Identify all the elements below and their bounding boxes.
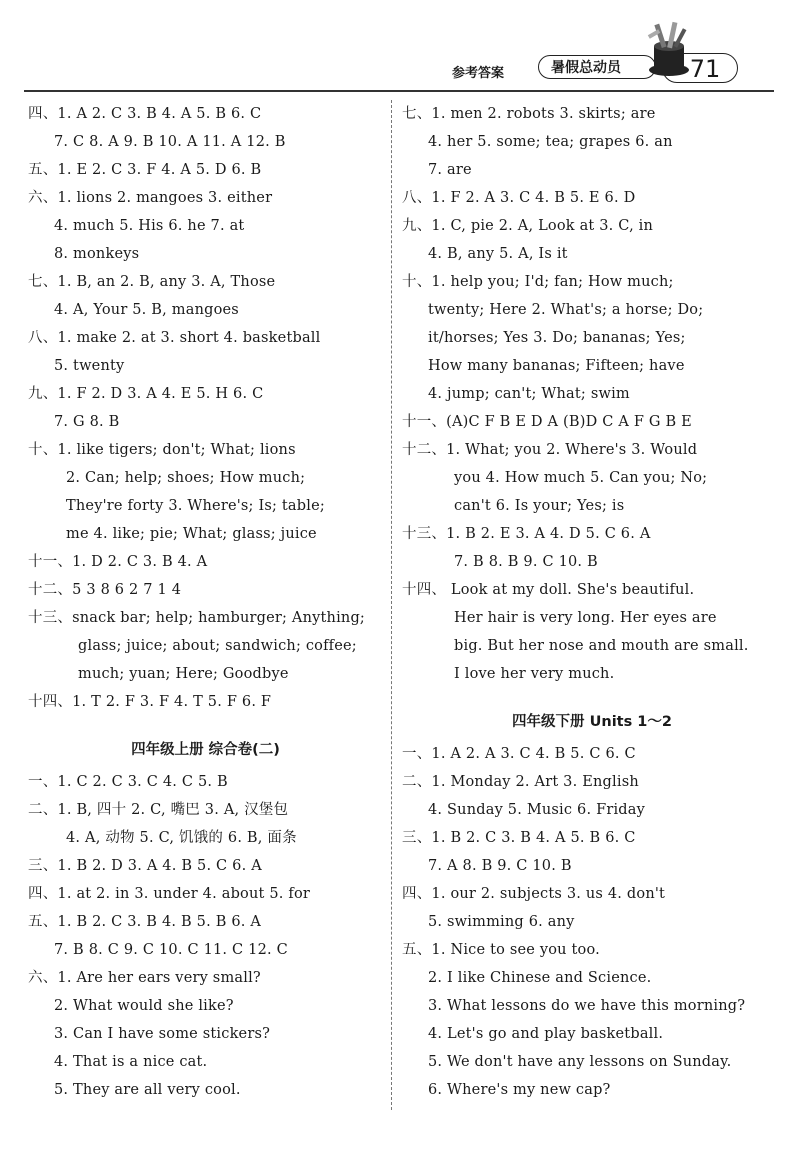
answer-line: 4. That is a nice cat. xyxy=(54,1054,208,1070)
answer-line: 四、1. A 2. C 3. B 4. A 5. B 6. C xyxy=(28,106,262,122)
hat-and-brushes-icon xyxy=(640,20,698,80)
answer-line: 六、1. Are her ears very small? xyxy=(28,970,261,986)
answer-line: 5. swimming 6. any xyxy=(428,914,575,930)
section-title: 四年级下册 Units 1～2 xyxy=(512,714,672,730)
page-header xyxy=(0,0,800,95)
answer-line: 4. much 5. His 6. he 7. at xyxy=(54,218,245,234)
answer-line: They're forty 3. Where's; Is; table; xyxy=(66,498,325,514)
answer-line: twenty; Here 2. What's; a horse; Do; xyxy=(428,302,704,318)
answer-line: 7. C 8. A 9. B 10. A 11. A 12. B xyxy=(54,134,286,150)
answer-line: 九、1. F 2. D 3. A 4. E 5. H 6. C xyxy=(28,386,264,402)
answer-line: me 4. like; pie; What; glass; juice xyxy=(66,526,317,542)
answer-line: 五、1. Nice to see you too. xyxy=(402,942,600,958)
answer-line: 十、1. like tigers; don't; What; lions xyxy=(28,442,296,458)
header-rule xyxy=(24,90,774,92)
left-column xyxy=(28,100,383,1104)
answer-line: 4. jump; can't; What; swim xyxy=(428,386,630,402)
answer-line: 十三、snack bar; help; hamburger; Anything; xyxy=(28,610,366,626)
answer-line: 二、1. Monday 2. Art 3. English xyxy=(402,774,639,790)
answer-line: 十二、1. What; you 2. Where's 3. Would xyxy=(402,442,698,458)
answer-line: much; yuan; Here; Goodbye xyxy=(78,666,289,682)
answer-line: 4. Let's go and play basketball. xyxy=(428,1026,664,1042)
answer-line: 四、1. at 2. in 3. under 4. about 5. for xyxy=(28,886,311,902)
answer-line: How many bananas; Fifteen; have xyxy=(428,358,685,374)
answer-line: I love her very much. xyxy=(454,666,615,682)
answer-line: 九、1. C, pie 2. A, Look at 3. C, in xyxy=(402,218,654,234)
answer-line: 十一、(A)C F B E D A (B)D C A F G B E xyxy=(402,414,692,430)
answer-line: 四、1. our 2. subjects 3. us 4. don't xyxy=(402,886,666,902)
right-column xyxy=(402,100,782,1104)
answer-line: 5. They are all very cool. xyxy=(54,1082,241,1098)
answer-line: 7. are xyxy=(428,162,472,178)
answer-line: 七、1. men 2. robots 3. skirts; are xyxy=(402,106,656,122)
answer-line: 二、1. B, 四十 2. C, 嘴巴 3. A, 汉堡包 xyxy=(28,802,289,818)
header-label: 参考答案 xyxy=(452,66,505,81)
answer-line: 八、1. F 2. A 3. C 4. B 5. E 6. D xyxy=(402,190,636,206)
answer-line: 一、1. C 2. C 3. C 4. C 5. B xyxy=(28,774,228,790)
answer-line: 7. A 8. B 9. C 10. B xyxy=(428,858,572,874)
answer-line: big. But her nose and mouth are small. xyxy=(454,638,749,654)
answer-line: 六、1. lions 2. mangoes 3. either xyxy=(28,190,273,206)
answer-line: 三、1. B 2. D 3. A 4. B 5. C 6. A xyxy=(28,858,262,874)
answer-line: glass; juice; about; sandwich; coffee; xyxy=(78,638,357,654)
answer-line: 4. A, Your 5. B, mangoes xyxy=(54,302,239,318)
answer-line: you 4. How much 5. Can you; No; xyxy=(454,470,708,486)
answer-line: 7. B 8. B 9. C 10. B xyxy=(454,554,598,570)
answer-line: 2. Can; help; shoes; How much; xyxy=(66,470,306,486)
answer-line: Her hair is very long. Her eyes are xyxy=(454,610,717,626)
answer-line: 十、1. help you; I'd; fan; How much; xyxy=(402,274,674,290)
answer-line: it/horses; Yes 3. Do; bananas; Yes; xyxy=(428,330,686,346)
answer-line: 三、1. B 2. C 3. B 4. A 5. B 6. C xyxy=(402,830,636,846)
answer-line: 十三、1. B 2. E 3. A 4. D 5. C 6. A xyxy=(402,526,651,542)
answer-line: 3. Can I have some stickers? xyxy=(54,1026,271,1042)
answer-line: 5. twenty xyxy=(54,358,125,374)
answer-line: 4. her 5. some; tea; grapes 6. an xyxy=(428,134,673,150)
answer-line: can't 6. Is your; Yes; is xyxy=(454,498,625,514)
answer-line: 一、1. A 2. A 3. C 4. B 5. C 6. C xyxy=(402,746,636,762)
answer-line: 4. Sunday 5. Music 6. Friday xyxy=(428,802,646,818)
answer-line: 4. A, 动物 5. C, 饥饿的 6. B, 面条 xyxy=(66,830,297,846)
answer-line: 五、1. E 2. C 3. F 4. A 5. D 6. B xyxy=(28,162,262,178)
column-divider xyxy=(391,100,393,1110)
page-number: 71 xyxy=(662,53,738,83)
header-title: 暑假总动员 xyxy=(538,55,656,79)
section-title: 四年级上册 综合卷(二) xyxy=(131,742,280,758)
answer-line: 7. B 8. C 9. C 10. C 11. C 12. C xyxy=(54,942,288,958)
answer-line: 七、1. B, an 2. B, any 3. A, Those xyxy=(28,274,276,290)
answer-line: 十一、1. D 2. C 3. B 4. A xyxy=(28,554,208,570)
answer-line: 3. What lessons do we have this morning? xyxy=(428,998,746,1014)
answer-line: 十二、5 3 8 6 2 7 1 4 xyxy=(28,582,182,598)
answer-line: 十四、1. T 2. F 3. F 4. T 5. F 6. F xyxy=(28,694,272,710)
answer-line: 2. What would she like? xyxy=(54,998,234,1014)
answer-line: 4. B, any 5. A, Is it xyxy=(428,246,568,262)
answer-line: 7. G 8. B xyxy=(54,414,120,430)
answer-line: 五、1. B 2. C 3. B 4. B 5. B 6. A xyxy=(28,914,262,930)
answer-line: 八、1. make 2. at 3. short 4. basketball xyxy=(28,330,321,346)
answer-line: 十四、 Look at my doll. She's beautiful. xyxy=(402,582,695,598)
answer-line: 5. We don't have any lessons on Sunday. xyxy=(428,1054,732,1070)
answer-line: 6. Where's my new cap? xyxy=(428,1082,611,1098)
answer-line: 8. monkeys xyxy=(54,246,140,262)
answer-line: 2. I like Chinese and Science. xyxy=(428,970,652,986)
